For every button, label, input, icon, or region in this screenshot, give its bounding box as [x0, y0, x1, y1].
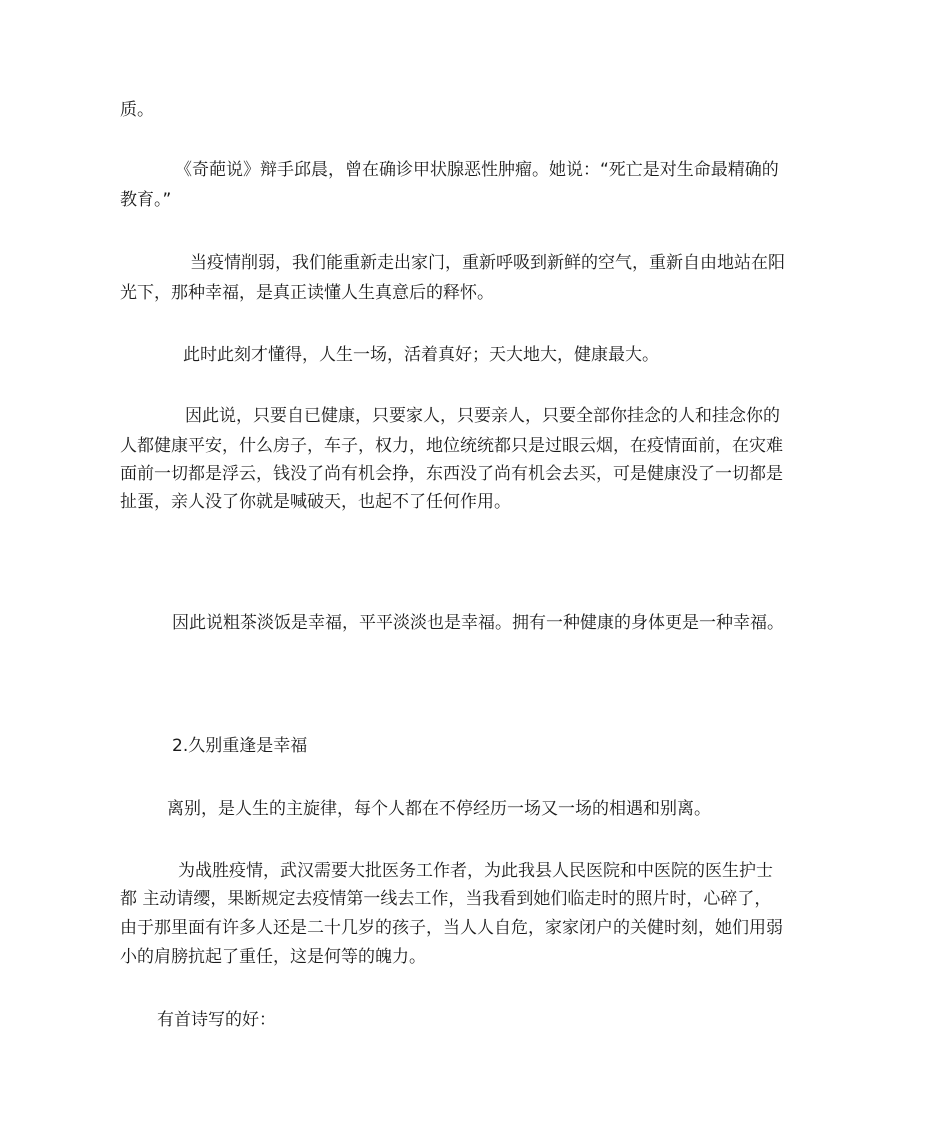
- paragraph-line: 小的肩膀抗起了重任，这是何等的魄力。: [120, 947, 426, 967]
- section-heading: 2.久别重逢是幸福: [172, 736, 308, 756]
- paragraph-line: 人都健康平安，什么房子，车子，权力，地位统统都只是过眼云烟，在疫情面前，在灾难: [120, 436, 783, 456]
- paragraph-line: 面前一切都是浮云，钱没了尚有机会挣，东西没了尚有机会去买，可是健康没了一切都是: [120, 464, 783, 484]
- paragraph-line: 因此说，只要自已健康，只要家人，只要亲人，只要全部你挂念的人和挂念你的: [185, 406, 780, 426]
- paragraph-line: 当疫情削弱，我们能重新走出家门，重新呼吸到新鲜的空气，重新自由地站在阳: [190, 253, 785, 273]
- paragraph-line: 光下，那种幸福，是真正读懂人生真意后的释怀。: [120, 283, 494, 303]
- paragraph-line: 此时此刻才懂得，人生一场，活着真好；天大地大，健康最大。: [183, 345, 659, 365]
- paragraph-line: 教育。”: [120, 190, 172, 210]
- paragraph-line: 为战胜疫情，武汉需要大批医务工作者，为此我县人民医院和中医院的医生护士: [178, 861, 773, 881]
- paragraph-line: 《奇葩说》辩手邱晨，曾在确诊甲状腺恶性肿瘤。她说：“死亡是对生命最精确的: [175, 160, 779, 180]
- paragraph-line: 因此说粗茶淡饭是幸福，平平淡淡也是幸福。拥有一种健康的身体更是一种幸福。: [172, 613, 784, 633]
- paragraph-line: 质。: [120, 100, 154, 120]
- paragraph-line: 由于那里面有许多人还是二十几岁的孩子，当人人自危，家家闭户的关健时刻，她们用弱: [120, 918, 783, 938]
- paragraph-line: 离别，是人生的主旋律，每个人都在不停经历一场又一场的相遇和别离。: [167, 799, 711, 819]
- paragraph-line: 都 主动请缨，果断规定去疫情第一线去工作，当我看到她们临走时的照片时，心碎了，: [120, 889, 772, 909]
- paragraph-line: 扯蛋，亲人没了你就是喊破天，也起不了任何作用。: [120, 492, 511, 512]
- paragraph-line: 有首诗写的好：: [157, 1010, 276, 1030]
